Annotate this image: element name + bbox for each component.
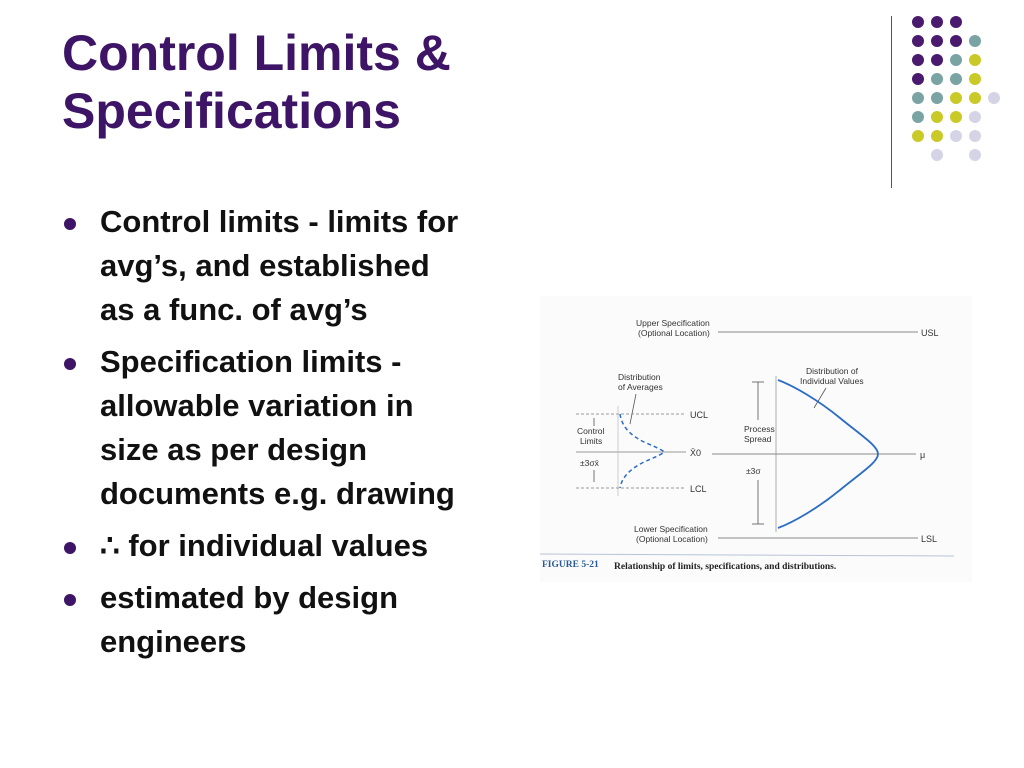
dot bbox=[931, 73, 943, 85]
title-line-2: Specifications bbox=[62, 83, 401, 139]
bullet-line: Specification limits - bbox=[100, 344, 402, 379]
limits-diagram bbox=[540, 296, 972, 582]
dot bbox=[912, 16, 924, 28]
dot bbox=[931, 92, 943, 104]
caption-number: FIGURE 5-21 bbox=[542, 560, 599, 570]
dot bbox=[969, 35, 981, 47]
dot bbox=[950, 35, 962, 47]
bullet-line: Control limits - limits for bbox=[100, 204, 459, 239]
caption-rule bbox=[540, 554, 954, 556]
dot bbox=[969, 54, 981, 66]
dot bbox=[912, 54, 924, 66]
title-line-1: Control Limits & bbox=[62, 25, 451, 81]
dot bbox=[931, 35, 943, 47]
bullet-dot bbox=[64, 218, 76, 230]
dist-averages-sublabel: of Averages bbox=[618, 382, 663, 392]
bullet-item bbox=[62, 524, 532, 568]
header-divider bbox=[891, 16, 892, 188]
mu-label: μ bbox=[920, 450, 926, 460]
dot bbox=[969, 73, 981, 85]
dist-individual-sublabel: Individual Values bbox=[800, 376, 864, 386]
pm3sigma-label: ±3σ bbox=[746, 466, 761, 476]
usl-label: USL bbox=[921, 328, 939, 338]
bullet-line: ∴ for individual values bbox=[100, 528, 429, 563]
process-spread-label: Process bbox=[744, 424, 775, 434]
bullet-item bbox=[62, 340, 532, 516]
dot bbox=[969, 111, 981, 123]
dot bbox=[931, 149, 943, 161]
decorative-dot-grid bbox=[902, 13, 1002, 173]
dot bbox=[931, 111, 943, 123]
dist-averages-pointer bbox=[630, 394, 636, 424]
bullet-line: estimated by design bbox=[100, 580, 399, 615]
dist-averages-label: Distribution bbox=[618, 372, 661, 382]
dot bbox=[912, 73, 924, 85]
bullet-dot bbox=[64, 542, 76, 554]
dot bbox=[969, 92, 981, 104]
dot bbox=[950, 73, 962, 85]
dot bbox=[950, 16, 962, 28]
lower-spec-label: Lower Specification bbox=[634, 524, 708, 534]
ucl-label: UCL bbox=[690, 410, 709, 420]
bullet-line: allowable variation in bbox=[100, 388, 414, 423]
averages-distribution-curve bbox=[620, 414, 664, 488]
dot bbox=[912, 92, 924, 104]
bullet-list bbox=[62, 200, 532, 672]
dot bbox=[969, 130, 981, 142]
caption-text: Relationship of limits, specifications, and distributions. bbox=[614, 562, 837, 572]
slide-title bbox=[62, 24, 451, 140]
dot bbox=[912, 130, 924, 142]
limits-figure bbox=[540, 296, 972, 582]
dot bbox=[988, 92, 1000, 104]
x0-label: X̄0 bbox=[690, 448, 702, 458]
upper-spec-sublabel: (Optional Location) bbox=[638, 328, 710, 338]
dot bbox=[950, 130, 962, 142]
upper-spec-label: Upper Specification bbox=[636, 318, 710, 328]
control-limits-sublabel: Limits bbox=[580, 436, 603, 446]
bullet-line: avg’s, and established bbox=[100, 248, 430, 283]
bullet-line: size as per design bbox=[100, 432, 368, 467]
control-limits-label: Control bbox=[577, 426, 605, 436]
process-spread-sublabel: Spread bbox=[744, 434, 772, 444]
dot bbox=[912, 35, 924, 47]
dot bbox=[950, 54, 962, 66]
lower-spec-sublabel: (Optional Location) bbox=[636, 534, 708, 544]
dot bbox=[931, 130, 943, 142]
bullet-line: engineers bbox=[100, 624, 247, 659]
dot bbox=[950, 111, 962, 123]
lcl-label: LCL bbox=[690, 484, 707, 494]
bullet-item bbox=[62, 200, 532, 332]
bullet-dot bbox=[64, 594, 76, 606]
pm3sigma-x-label: ±3σx̄ bbox=[580, 458, 599, 468]
dot bbox=[931, 54, 943, 66]
bullet-line: as a func. of avg’s bbox=[100, 292, 368, 327]
dot bbox=[912, 111, 924, 123]
bullet-item bbox=[62, 576, 532, 664]
lsl-label: LSL bbox=[921, 534, 938, 544]
dot bbox=[969, 149, 981, 161]
dot bbox=[931, 16, 943, 28]
bullet-dot bbox=[64, 358, 76, 370]
dist-individual-label: Distribution of bbox=[806, 366, 858, 376]
bullet-line: documents e.g. drawing bbox=[100, 476, 455, 511]
dot bbox=[950, 92, 962, 104]
